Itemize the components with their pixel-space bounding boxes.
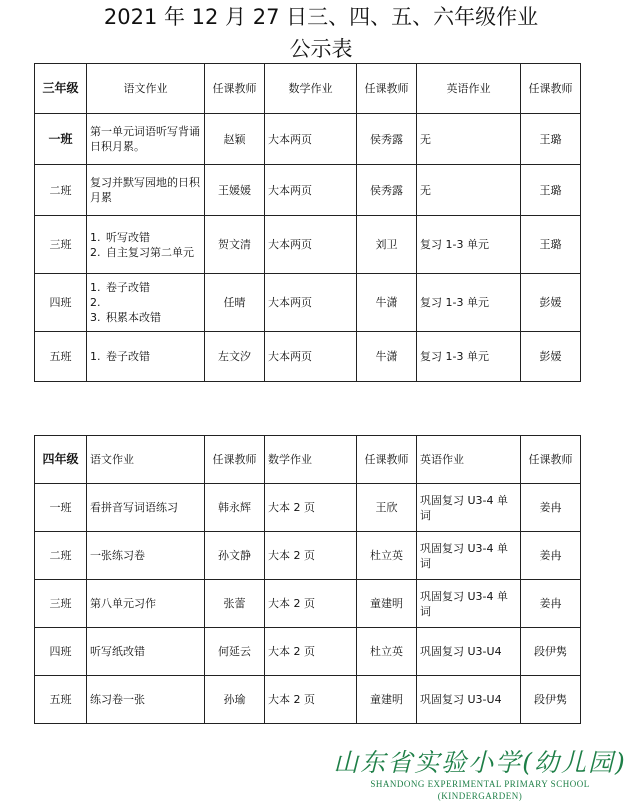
list-item: 3. 积累本改错	[104, 310, 201, 325]
school-logo-name-cn: 山东省实验小学(幼儿园)	[333, 748, 627, 777]
english-teacher: 王璐	[521, 216, 581, 274]
math-homework: 大本 2 页	[265, 580, 357, 628]
header-teacher-chinese: 任课教师	[205, 436, 265, 484]
chinese-homework: 复习并默写园地的日积月累	[87, 165, 205, 216]
chinese-homework	[87, 216, 205, 274]
chinese-homework: 一张练习卷	[87, 532, 205, 580]
math-teacher: 牛潇	[357, 274, 417, 332]
math-homework: 大本 2 页	[265, 628, 357, 676]
school-logo	[330, 748, 630, 802]
chinese-homework	[87, 332, 205, 382]
english-teacher: 彭媛	[521, 332, 581, 382]
header-math: 数学作业	[265, 64, 357, 114]
chinese-teacher: 左文汐	[205, 332, 265, 382]
table-row	[35, 484, 581, 532]
table-row	[35, 274, 581, 332]
chinese-teacher: 贺文清	[205, 216, 265, 274]
header-teacher-english: 任课教师	[521, 64, 581, 114]
english-teacher: 段伊隽	[521, 628, 581, 676]
chinese-teacher: 王媛媛	[205, 165, 265, 216]
list-item: 1. 卷子改错	[104, 349, 201, 364]
header-math: 数学作业	[265, 436, 357, 484]
grade3-homework-table	[34, 63, 581, 382]
math-homework: 大本 2 页	[265, 532, 357, 580]
header-teacher-chinese: 任课教师	[205, 64, 265, 114]
math-homework: 大本两页	[265, 216, 357, 274]
math-teacher: 童建明	[357, 676, 417, 724]
english-homework: 无	[417, 165, 521, 216]
table-row	[35, 216, 581, 274]
english-homework: 巩固复习 U3-4 单词	[417, 484, 521, 532]
table-header-row	[35, 64, 581, 114]
english-teacher: 姜冉	[521, 580, 581, 628]
math-teacher: 杜立英	[357, 628, 417, 676]
class-cell: 二班	[35, 165, 87, 216]
math-homework: 大本两页	[265, 114, 357, 165]
english-teacher: 王璐	[521, 114, 581, 165]
english-homework: 无	[417, 114, 521, 165]
english-homework: 巩固复习 U3-4 单词	[417, 532, 521, 580]
chinese-homework: 第一单元词语听写背诵日积月累。	[87, 114, 205, 165]
chinese-teacher: 孙瑜	[205, 676, 265, 724]
class-cell: 二班	[35, 532, 87, 580]
chinese-teacher: 何延云	[205, 628, 265, 676]
english-homework: 复习 1-3 单元	[417, 332, 521, 382]
header-teacher-english: 任课教师	[521, 436, 581, 484]
header-teacher-math: 任课教师	[357, 436, 417, 484]
math-teacher: 童建明	[357, 580, 417, 628]
class-cell: 三班	[35, 216, 87, 274]
chinese-homework	[87, 274, 205, 332]
math-teacher: 侯秀露	[357, 165, 417, 216]
header-teacher-math: 任课教师	[357, 64, 417, 114]
table-row	[35, 676, 581, 724]
english-teacher: 姜冉	[521, 532, 581, 580]
list-item: 1. 听写改错	[104, 230, 201, 245]
chinese-homework: 练习卷一张	[87, 676, 205, 724]
header-grade: 四年级	[35, 436, 87, 484]
english-homework: 复习 1-3 单元	[417, 216, 521, 274]
table-row	[35, 114, 581, 165]
page-title: 2021 年 12 月 27 日三、四、五、六年级作业	[103, 5, 539, 29]
chinese-teacher: 任晴	[205, 274, 265, 332]
class-cell: 一班	[35, 114, 87, 165]
math-teacher: 牛潇	[357, 332, 417, 382]
page-subtitle: 公示表	[289, 37, 353, 61]
school-logo-name-en: SHANDONG EXPERIMENTAL PRIMARY SCHOOL (KINDERGARDEN)	[370, 779, 590, 801]
chinese-teacher: 赵颖	[205, 114, 265, 165]
math-homework: 大本两页	[265, 274, 357, 332]
class-cell: 三班	[35, 580, 87, 628]
math-teacher: 王欣	[357, 484, 417, 532]
chinese-task-list	[90, 280, 201, 325]
table-row	[35, 165, 581, 216]
table-row	[35, 628, 581, 676]
header-chinese: 语文作业	[87, 436, 205, 484]
math-homework: 大本 2 页	[265, 676, 357, 724]
chinese-task-list	[90, 349, 201, 364]
table-row	[35, 580, 581, 628]
header-chinese: 语文作业	[87, 64, 205, 114]
table-header-row	[35, 436, 581, 484]
list-item: 2. 自主复习第二单元	[104, 245, 201, 260]
class-cell: 一班	[35, 484, 87, 532]
table-row	[35, 332, 581, 382]
chinese-teacher: 孙文静	[205, 532, 265, 580]
chinese-homework: 听写纸改错	[87, 628, 205, 676]
english-homework: 巩固复习 U3-4 单词	[417, 580, 521, 628]
english-homework: 巩固复习 U3-U4	[417, 676, 521, 724]
chinese-task-list	[90, 230, 201, 260]
math-teacher: 杜立英	[357, 532, 417, 580]
grade4-homework-table	[34, 435, 581, 724]
math-homework: 大本 2 页	[265, 484, 357, 532]
class-cell: 五班	[35, 676, 87, 724]
math-teacher: 刘卫	[357, 216, 417, 274]
list-item	[104, 295, 201, 310]
list-item: 1. 卷子改错	[104, 280, 201, 295]
math-teacher: 侯秀露	[357, 114, 417, 165]
english-teacher: 段伊隽	[521, 676, 581, 724]
chinese-teacher: 张蕾	[205, 580, 265, 628]
header-english: 英语作业	[417, 64, 521, 114]
table-row	[35, 532, 581, 580]
math-homework: 大本两页	[265, 332, 357, 382]
class-cell: 四班	[35, 274, 87, 332]
chinese-homework: 看拼音写词语练习	[87, 484, 205, 532]
math-homework: 大本两页	[265, 165, 357, 216]
english-homework: 复习 1-3 单元	[417, 274, 521, 332]
chinese-homework: 第八单元习作	[87, 580, 205, 628]
chinese-teacher: 韩永辉	[205, 484, 265, 532]
class-cell: 五班	[35, 332, 87, 382]
english-teacher: 王璐	[521, 165, 581, 216]
english-homework: 巩固复习 U3-U4	[417, 628, 521, 676]
class-cell: 四班	[35, 628, 87, 676]
header-grade: 三年级	[35, 64, 87, 114]
header-english: 英语作业	[417, 436, 521, 484]
english-teacher: 彭媛	[521, 274, 581, 332]
english-teacher: 姜冉	[521, 484, 581, 532]
